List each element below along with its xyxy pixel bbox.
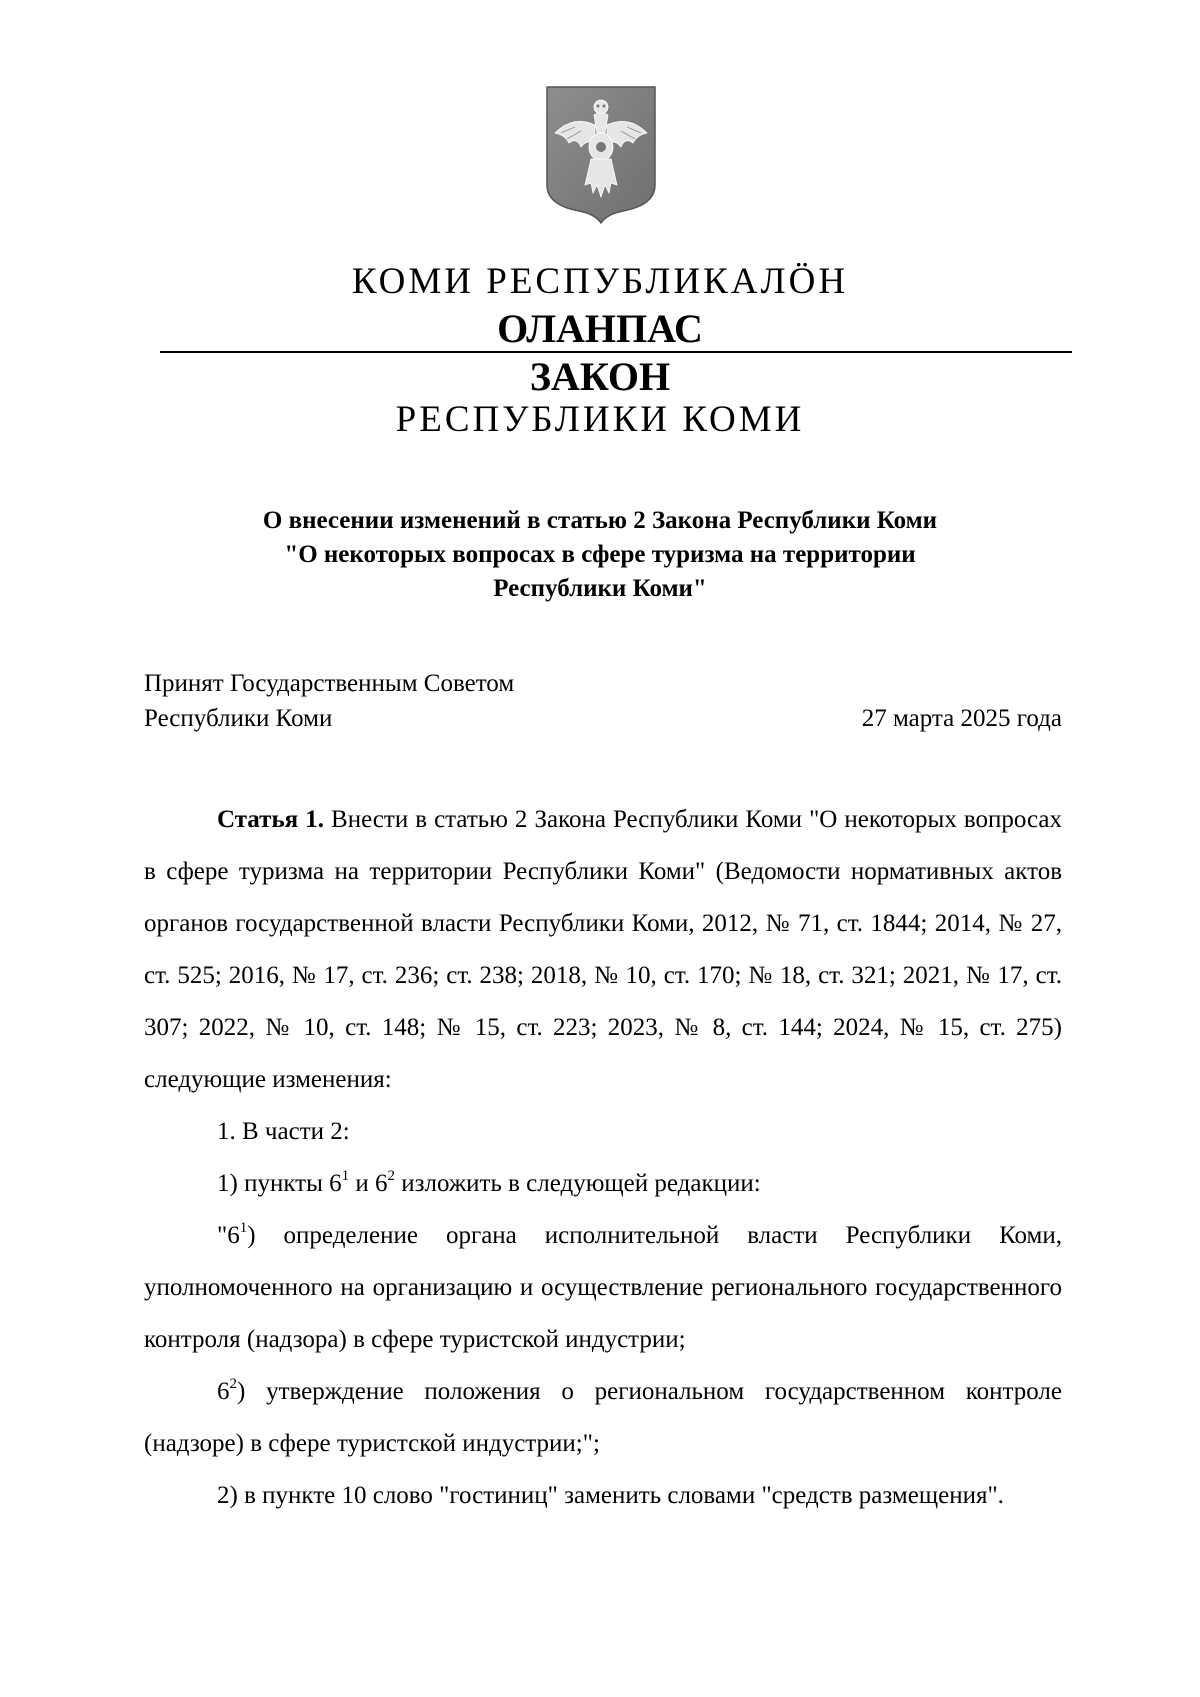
superscript: 1 [239, 1219, 248, 1236]
superscript: 2 [229, 1375, 237, 1392]
sub-item-1 [144, 1158, 1062, 1210]
quote-2-prefix: 6 [217, 1378, 230, 1405]
header-olanpas: ОЛАНПАС [497, 306, 703, 351]
article-1-label: Статья 1. [217, 806, 324, 833]
quote-2-text: ) утверждение положения о региональном государственном контроле (надзоре) в сфере туристской индустрии;"; [144, 1378, 1062, 1457]
sub-item-2: 2) в пункте 10 слово "гостиниц" заменить словами "средств размещения". [217, 1482, 1004, 1509]
coat-of-arms-icon [545, 85, 657, 225]
law-title-line-2: "О некоторых вопросах в сфере туризма на территории [284, 541, 916, 568]
law-title [150, 504, 1050, 606]
adoption-line-2: Республики Коми [144, 705, 333, 732]
adoption-date: 27 марта 2025 года [861, 705, 1062, 732]
superscript: 1 [341, 1167, 350, 1184]
adoption-line-1: Принят Государственным Советом [144, 670, 515, 697]
quote-1-text: ) определение органа исполнительной власти Республики Коми, уполномоченного на организацию и осуществление регионального государственного контроля (надзора) в сфере туристской индустрии; [144, 1222, 1062, 1353]
quoted-point-6-2 [144, 1366, 1062, 1470]
header-zakon: ЗАКОН [529, 354, 671, 399]
sub-item-1-suffix: изложить в следующей редакции: [395, 1170, 761, 1197]
header-komi-line: КОМИ РЕСПУБЛИКАЛÖН [351, 261, 849, 302]
article-1-text: Внести в статью 2 Закона Республики Коми "О некоторых вопросах в сфере туризма на территории Республики Коми" (Ведомости нормативных актов органов государственной власти Республики Коми, 2012, № 71, ст. 1844; 2014, № 27, ст. 525; 2016, № 17, ст. 236; ст. 238; 2018, № 10, ст. 170; № 18, ст. 321; 2021, № 17, ст. 307; 2022, № 10, ст. 148; № 15, ст. 223; 2023, № 8, ст. 144; 2024, № 15, ст. 275) следующие изменения: [144, 806, 1062, 1093]
quote-1-prefix: "6 [217, 1222, 240, 1249]
item-1: 1. В части 2: [217, 1118, 350, 1145]
sub-item-1-mid: и 6 [349, 1170, 388, 1197]
header-republic-line: РЕСПУБЛИКИ КОМИ [395, 399, 805, 440]
quoted-point-6-1 [144, 1210, 1062, 1366]
superscript: 2 [387, 1167, 396, 1184]
law-title-line-3: Республики Коми" [493, 575, 707, 602]
adoption-authority [144, 666, 514, 736]
article-1-paragraph [144, 794, 1062, 1106]
law-title-line-1: О внесении изменений в статью 2 Закона Республики Коми [262, 507, 938, 534]
sub-item-1-prefix: 1) пункты 6 [217, 1170, 342, 1197]
law-body [144, 794, 1062, 1522]
